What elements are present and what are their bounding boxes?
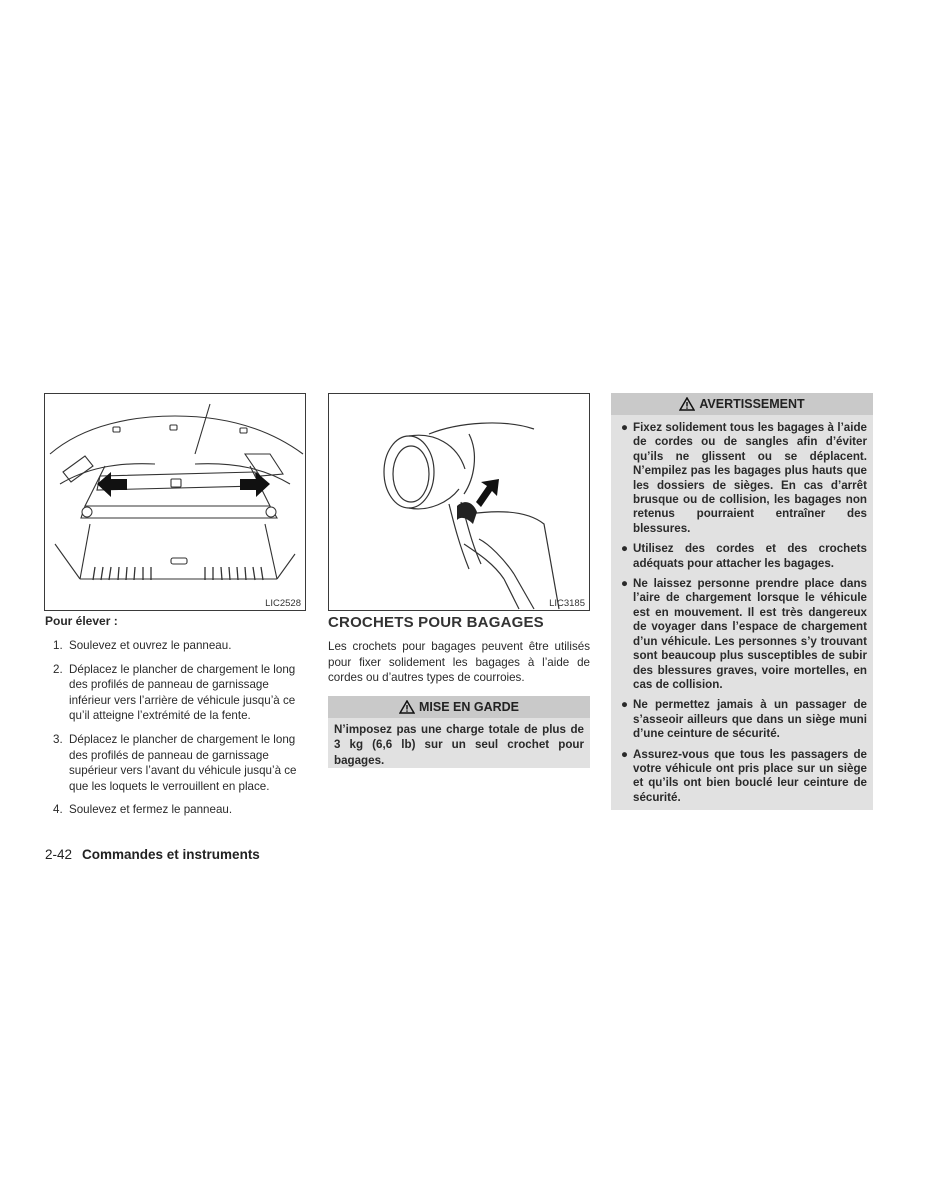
warning-box — [611, 393, 873, 810]
step-text: Déplacez le plancher de chargement le long des profilés de panneau de garnissage supérieur vers l’avant du véhicule jusqu’à ce que les loquets le verrouillent en place. — [69, 732, 297, 793]
warning-item — [617, 748, 867, 806]
figure-code: LIC2528 — [265, 598, 301, 609]
warning-item-text: Assurez-vous que tous les passagers de votre véhicule ont pris place sur un siège et qu’ils ont bien bouclé leur ceinture de sécurité. — [633, 747, 867, 804]
step-text: Déplacez le plancher de chargement le long des profilés de panneau de garnissage inférieur vers l’arrière de véhicule jusqu’à ce qu’il atteigne l’extrémité de la fente. — [69, 662, 296, 723]
section-title: CROCHETS POUR BAGAGES — [328, 614, 544, 631]
page-footer — [45, 847, 260, 862]
warning-item-text: Ne permettez jamais à un passager de s’asseoir ailleurs que dans un siège muni d’une ceinture de sécurité. — [633, 698, 867, 741]
step-number: 4. — [53, 803, 63, 817]
step-item — [45, 802, 308, 818]
steps-list — [45, 638, 308, 818]
warning-triangle-icon — [399, 700, 415, 714]
footer-section-title: Commandes et instruments — [82, 847, 260, 862]
warning-item — [617, 577, 867, 692]
warning-item — [617, 542, 867, 571]
warning-item-text: Fixez solidement tous les bagages à l’aide de cordes ou de sangles afin d’éviter qu’ils ne glissent ou se déplacent. N’empilez pas les bagages plus hauts que les dossiers de sièges. En cas d’arrêt brusque ou de collision, les bagages non retenus pourraient entraîner des blessures. — [633, 421, 867, 535]
step-item — [45, 662, 308, 724]
step-text: Soulevez et ouvrez le panneau. — [69, 639, 232, 652]
subheading: Pour élever : — [45, 614, 118, 628]
bullet: ● — [621, 577, 629, 591]
caution-heading: MISE EN GARDE — [418, 700, 519, 714]
warning-item — [617, 698, 867, 741]
left-column — [45, 614, 308, 826]
step-item — [45, 638, 308, 654]
cargo-floor-illustration — [45, 394, 305, 610]
warning-list — [611, 415, 873, 815]
warning-heading: AVERTISSEMENT — [699, 397, 805, 411]
figure-cargo-floor — [44, 393, 306, 611]
step-item — [45, 732, 308, 794]
warning-triangle-icon — [679, 397, 695, 411]
step-number: 3. — [53, 732, 63, 746]
bullet: ● — [621, 421, 629, 434]
bullet: ● — [621, 542, 629, 556]
caution-header — [328, 696, 590, 718]
bullet: ● — [621, 747, 629, 761]
step-text: Soulevez et fermez le panneau. — [69, 803, 233, 817]
step-number: 2. — [53, 662, 63, 676]
figure-luggage-hook — [328, 393, 590, 611]
caution-box — [328, 696, 590, 768]
caution-text: N’imposez pas une charge totale de plus de 3 kg (6,6 lb) sur un seul crochet pour bagages. — [334, 723, 584, 767]
middle-column — [328, 614, 590, 686]
warning-item-text: Ne laissez personne prendre place dans l’aire de chargement lorsque le véhicule est en mouvement. Il est très dangereux de voyager dans l’espace de chargement d’un véhicule. Les personnes s’y trouvant sont beaucoup plus susceptibles de subir des blessures graves, voire mortelles, en cas de collision. — [633, 577, 867, 691]
warning-item-text: Utilisez des cordes et des crochets adéquats pour attacher les bagages. — [633, 542, 867, 570]
cargo-hook-illustration — [329, 394, 589, 610]
warning-item — [617, 421, 867, 536]
page-number: 2-42 — [45, 847, 73, 862]
step-number: 1. — [53, 639, 63, 652]
figure-code: LIC3185 — [549, 598, 585, 609]
bullet: ● — [621, 698, 629, 712]
section-paragraph: Les crochets pour bagages peuvent être utilisés pour fixer solidement les bagages à l’aide de cordes ou d’autres types de courroies. — [328, 640, 590, 685]
warning-header — [611, 393, 873, 415]
